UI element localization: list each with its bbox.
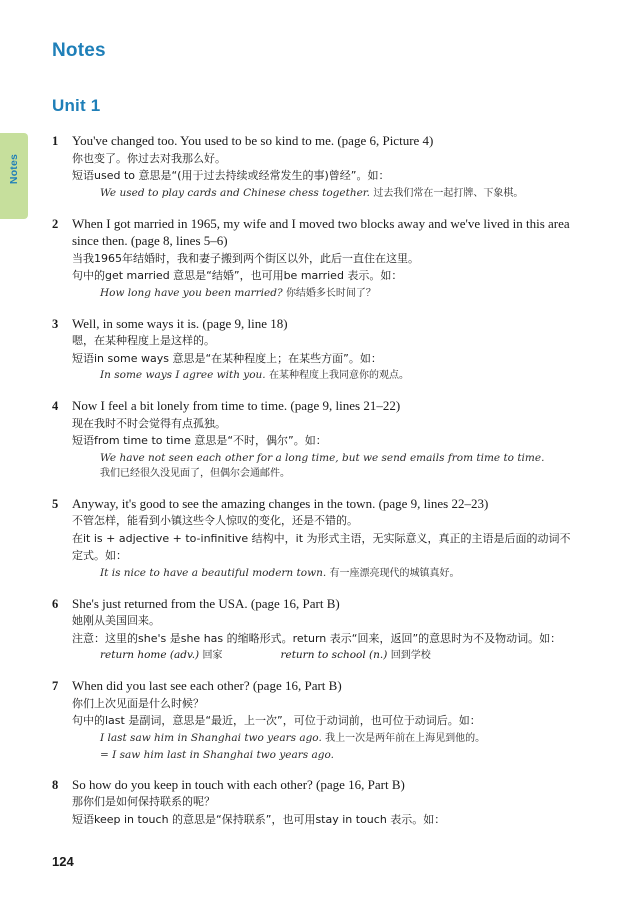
example-english: I last saw him in Shanghai two years ago. [100, 731, 322, 744]
note-body [72, 397, 575, 482]
example-chinese: 回家 [202, 650, 223, 661]
note-number: 7 [52, 679, 59, 693]
page-title: Notes [52, 40, 106, 61]
note-english: So how do you keep in touch with each other? (page 16, Part B) [72, 776, 405, 792]
example-chinese: 回到学校 [390, 650, 431, 661]
side-tab [0, 133, 28, 219]
note-chinese-translation: 她刚从美国回来。 [72, 614, 160, 627]
note-item [52, 215, 575, 302]
note-chinese-explanation: 在it is + adjective + to-infinitive 结构中，it 为形式主语，无实际意义，真正的主语是后面的动词不定式。如： [72, 531, 571, 562]
note-example [72, 185, 575, 202]
note-item [52, 397, 575, 482]
note-item [52, 595, 575, 665]
note-example [72, 285, 575, 302]
note-number: 8 [52, 777, 59, 792]
note-chinese-translation: 嗯，在某种程度上是这样的。 [72, 334, 215, 347]
note-body [72, 677, 575, 763]
note-chinese-translation: 你也变了。你过去对我那么好。 [72, 151, 226, 165]
note-english: Now I feel a bit lonely from time to time. (page 9, lines 21–22) [72, 398, 401, 413]
example-english: In some ways I agree with you. [100, 369, 266, 381]
note-chinese-explanation: 短语from time to time 意思是“不时，偶尔”。如： [72, 434, 327, 447]
note-example [72, 647, 575, 664]
example-pair-left [100, 647, 222, 664]
note-body [72, 132, 575, 202]
example-english: return to school (n.) [280, 649, 388, 661]
note-chinese-explanation: 句中的get married 意思是“结婚”，也可用be married 表示。如： [72, 269, 403, 282]
example-chinese: 我上一次是两年前在上海见到他的。 [325, 732, 486, 744]
note-number: 1 [52, 134, 59, 148]
note-example [72, 367, 575, 384]
note-chinese-translation: 你们上次见面是什么时候？ [72, 696, 204, 710]
example-pair-right [280, 647, 430, 664]
example-chinese: 你结婚多长时间了？ [285, 287, 376, 299]
note-body [72, 495, 575, 582]
example-chinese: 过去我们常在一起打牌、下象棋。 [373, 187, 524, 199]
example-row-alt: = I saw him last in Shanghai two years ago. [100, 748, 334, 761]
note-chinese-explanation: 短语in some ways 意思是“在某种程度上；在某些方面”。如： [72, 351, 382, 365]
note-english: When did you last see each other? (page 16, Part B) [72, 678, 342, 693]
note-english: When I got married in 1965, my wife and I moved two blocks away and we've lived in this area since then. (page 8, lines 5–6) [72, 215, 570, 248]
note-item [52, 495, 575, 582]
note-chinese-explanation: 注意：这里的she's 是she has 的缩略形式。return 表示“回来，返回”的意思时为不及物动词。如： [72, 631, 562, 645]
note-chinese-explanation: 短语keep in touch 的意思是“保持联系”，也可用stay in touch 表示。如： [72, 812, 446, 826]
note-chinese-explanation: 句中的last 是副词，意思是“最近，上一次”，可位于动词前，也可位于动词后。如： [72, 714, 481, 727]
example-english: return home (adv.) [100, 649, 200, 661]
note-body [72, 215, 575, 302]
note-body [72, 595, 575, 665]
note-item [52, 315, 575, 385]
note-item [52, 132, 575, 202]
note-chinese-translation: 当我1965年结婚时，我和妻子搬到两个街区以外，此后一直住在这里。 [72, 251, 419, 265]
side-tab-label: Notes [8, 153, 20, 185]
note-number: 4 [52, 399, 59, 413]
note-number: 2 [52, 216, 59, 231]
note-example [72, 565, 575, 582]
example-english: How long have you been married? [100, 286, 283, 299]
example-english: We have not seen each other for a long time, but we send emails from time to time. [100, 451, 545, 464]
note-body [72, 776, 575, 829]
note-english: She's just returned from the USA. (page 16, Part B) [72, 595, 340, 611]
note-english: You've changed too. You used to be so kind to me. (page 6, Picture 4) [72, 133, 434, 148]
note-item [52, 776, 575, 829]
note-chinese-translation: 现在我时不时会觉得有点孤独。 [72, 416, 226, 430]
note-english: Well, in some ways it is. (page 9, line 18) [72, 315, 288, 331]
example-row [100, 730, 575, 747]
note-number: 5 [52, 496, 59, 511]
note-example [72, 730, 575, 763]
example-chinese: 在某种程度上我同意你的观点。 [269, 370, 409, 381]
example-chinese: 有一座漂亮现代的城镇真好。 [329, 567, 460, 579]
note-item [52, 677, 575, 763]
note-example [72, 450, 575, 482]
unit-heading: Unit 1 [52, 96, 101, 115]
note-chinese-explanation: 短语used to 意思是“(用于过去持续或经常发生的事)曾经”。如： [72, 169, 390, 182]
note-number: 6 [52, 596, 59, 611]
note-chinese-translation: 那你们是如何保持联系的呢？ [72, 795, 215, 808]
note-body [72, 315, 575, 385]
note-english: Anyway, it's good to see the amazing changes in the town. (page 9, lines 22–23) [72, 495, 489, 511]
note-number: 3 [52, 316, 59, 331]
example-english: We used to play cards and Chinese chess together. [100, 186, 371, 199]
example-chinese: 我们已经很久没见面了，但偶尔会通邮件。 [100, 467, 290, 479]
note-chinese-translation: 不管怎样，能看到小镇这些令人惊叹的变化，还是不错的。 [72, 514, 358, 527]
example-english: It is nice to have a beautiful modern town. [100, 566, 327, 579]
page-number: 124 [52, 854, 74, 869]
